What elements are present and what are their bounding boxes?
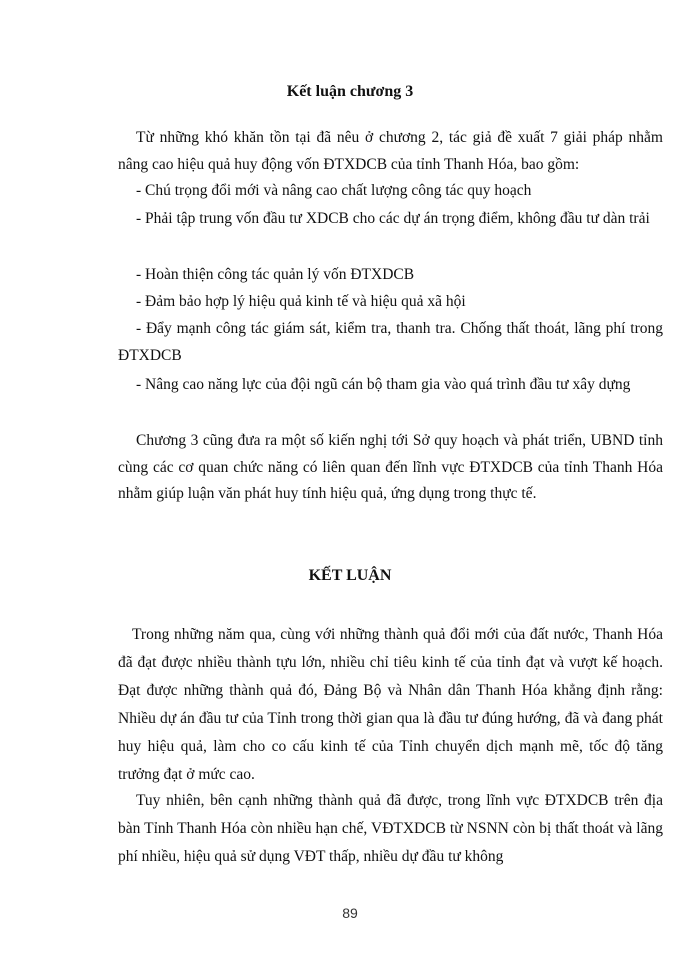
conclusion-paragraph: Trong những năm qua, cùng với những thành quả đổi mới của đất nước, Thanh Hóa đã đạt được nhiều thành tựu lớn, nhiều chỉ tiêu kinh tế của tỉnh đạt và vượt kế hoạch. Đạt được những thành quả đó, Đảng Bộ và Nhân dân Thanh Hóa khẳng định rằng: Nhiều dự án đầu tư của Tỉnh trong thời gian qua là đầu tư đúng hướng, đã và đang phát huy hiệu quả, làm cho co cấu kinh tế của Tỉnh chuyển dịch mạnh mẽ, tốc độ tăng trưởng đạt ở mức cao. [118,626,663,783]
chapter-conclusion-title: Kết luận chương 3 [286,83,414,100]
chapter-conclusion-closing: Chương 3 cũng đưa ra một số kiến nghị tới Sở quy hoạch và phát triển, UBND tỉnh cùng các cơ quan chức năng có liên quan đến lĩnh vực ĐTXDCB của tỉnh Thanh Hóa nhằm giúp luận văn phát huy tính hiệu quả, ứng dụng trong thực tế. [118,432,663,502]
solution-bullet: - Nâng cao năng lực của đội ngũ cán bộ tham gia vào quá trình đầu tư xây dựng [136,376,631,393]
conclusion-paragraph: Tuy nhiên, bên cạnh những thành quả đã được, trong lĩnh vực ĐTXDCB trên địa bàn Tỉnh Thanh Hóa còn nhiều hạn chế, VĐTXDCB từ NSNN còn bị thất thoát và lãng phí nhiều, hiệu quả sử dụng VĐT thấp, nhiều dự đầu tư không [118,792,663,865]
solution-bullet: - Hoàn thiện công tác quản lý vốn ĐTXDCB [136,266,415,283]
solution-bullet: - Đảm bảo hợp lý hiệu quả kinh tế và hiệu quả xã hội [136,293,466,310]
solution-bullet: - Chú trọng đổi mới và nâng cao chất lượng công tác quy hoạch [136,182,532,199]
conclusion-title: KẾT LUẬN [308,567,392,584]
solution-bullet: - Đẩy mạnh công tác giám sát, kiểm tra, thanh tra. Chống thất thoát, lãng phí trong ĐTXDCB [118,320,663,364]
page-number: 89 [342,905,358,921]
solution-bullet: - Phải tập trung vốn đầu tư XDCB cho các dự án trọng điểm, không đầu tư dàn trải [136,210,650,227]
chapter-conclusion-intro: Từ những khó khăn tồn tại đã nêu ở chương 2, tác giả đề xuất 7 giải pháp nhằm nâng cao hiệu quả huy động vốn ĐTXDCB của tỉnh Thanh Hóa, bao gồm: [118,129,663,173]
